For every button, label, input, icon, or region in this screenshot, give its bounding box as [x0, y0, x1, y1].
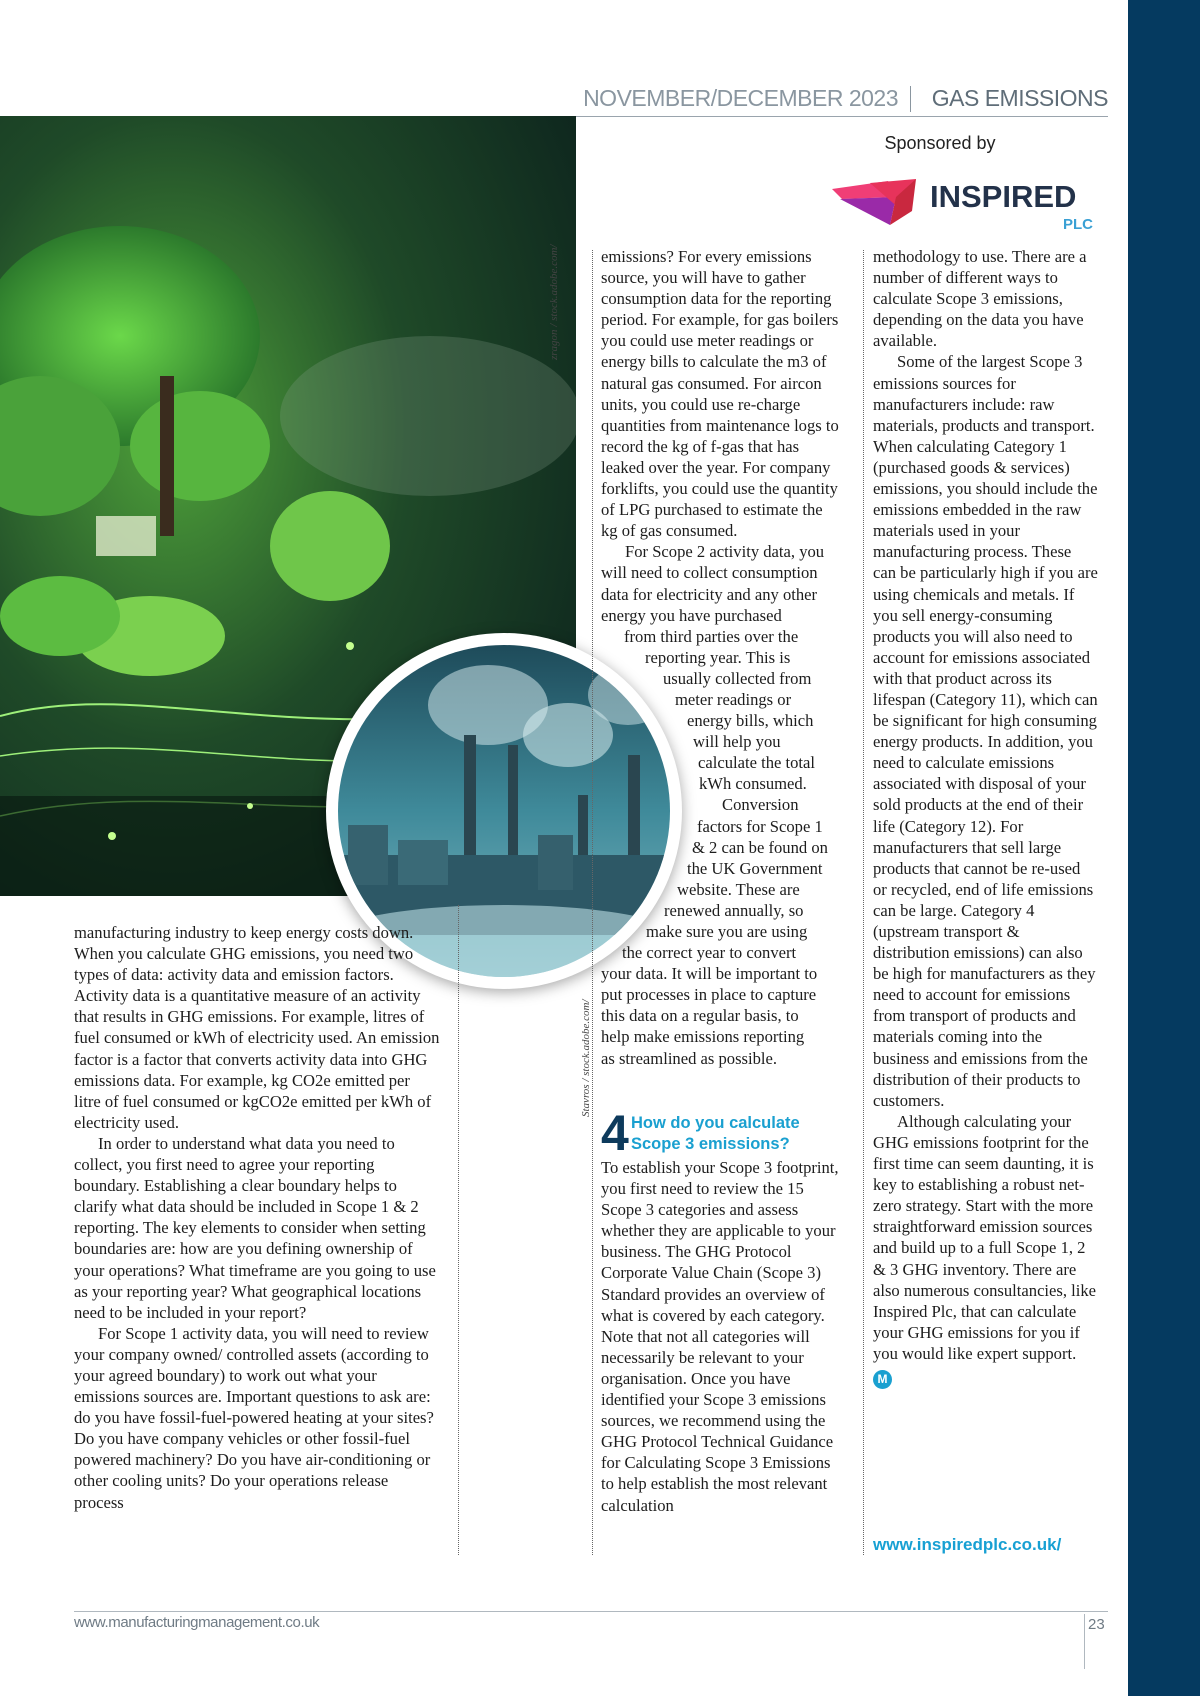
text-line: usually collected from	[663, 668, 812, 688]
photo-credit-2: Stavros / stock.adobe.com/	[580, 999, 592, 1117]
paragraph: manufacturing industry to keep energy costs down. When you calculate GHG emissions, you need two types of data: activity data and emission factors. Activity data is a quantitative measure of an activity that results in GHG emissions. For example, litres of fuel consumed or kWh of electricity used. An emission factor is a factor that converts activity data into GHG emissions data. For example, kg CO2e emitted per litre of fuel consumed or kgCO2e emitted per kWh of electricity used.	[74, 923, 440, 1132]
text-line: kWh consumed.	[699, 774, 807, 794]
text-line: will help you	[693, 732, 781, 752]
paragraph: methodology to use. There are a number of different ways to calculate Scope 3 emissions, depending on the data you have available.	[873, 247, 1087, 351]
paragraph: To establish your Scope 3 footprint, you first need to review the 15 Scope 3 categories and assess whether they are applicable to your business. The GHG Protocol Corporate Value Chain (Scope 3) Standard provides an overview of what is covered by each category. Note that not all categories will necessarily be relevant to your organisation. Once you have identified your Scope 3 emissions sources, we recommend using the GHG Protocol Technical Guidance for Calculating Scope 3 Emissions to help establish the most relevant calculation	[601, 1158, 839, 1515]
footer-rule	[74, 1611, 1108, 1612]
text-line: make sure you are using	[646, 922, 808, 941]
text-line: & 2 can be found on	[692, 837, 828, 857]
article-column-2-continued	[601, 1157, 843, 1516]
page-header	[0, 84, 1108, 117]
paragraph: In order to understand what data you need to collect, you first need to agree your reporting boundary. Establishing a clear boundary helps to clarify what data should be included in Scope 1 & 2 reporting. The key elements to consider when setting boundaries are: how are you defining ownership of your operations? What timeframe are you going to use as your reporting year? What geographical locations need to be included in your report?	[74, 1133, 436, 1322]
right-color-band	[1128, 0, 1200, 1696]
footer-website: www.manufacturingmanagement.co.uk	[74, 1614, 320, 1631]
text-line: factors for Scope 1	[697, 816, 823, 836]
paragraph: For Scope 1 activity data, you will need to review your company owned/ controlled assets (according to your agreed boundary) to work out what your emissions sources are. Important questions to ask are: do you have fossil-fuel-powered heating at your sites? Do you have company vehicles or other fossil-fuel powered machinery? Do you have air-conditioning or other cooling units? Do your operations release process	[74, 1323, 434, 1512]
inspired-plc-logo	[830, 175, 1110, 235]
text-line: renewed annually, so	[664, 900, 804, 920]
text-line: website. These are	[677, 879, 800, 899]
closing-text: Although calculating your GHG emissions footprint for the first time can seem daunting, it is key to establishing a robust net-zero strategy. Start with the more straightforward emission sources and build up to a full Scope 1, 2 & 3 GHG inventory. There are also numerous consultancies, like Inspired Plc, that can calculate your GHG emissions for you if you would like expert support.	[873, 1111, 1097, 1363]
text-line: put processes in place to capture	[601, 985, 817, 1005]
text-line: as streamlined as possible.	[601, 1048, 778, 1068]
column-rule-2	[592, 250, 593, 1555]
text-line: calculate the total	[698, 753, 816, 773]
text-line: energy you have purchased	[601, 605, 782, 625]
section-title: GAS EMISSIONS	[931, 85, 1108, 111]
svg-text:INSPIRED: INSPIRED	[930, 179, 1077, 214]
text-line: meter readings or	[675, 689, 792, 709]
footer-divider	[1084, 1614, 1085, 1669]
article-column-3	[873, 246, 1098, 1389]
column-rule-1	[458, 905, 459, 1555]
article-column-1	[74, 922, 440, 1513]
text-line: the UK Government	[687, 858, 823, 878]
header-divider	[910, 86, 911, 112]
paragraph: Some of the largest Scope 3 emissions sources for manufacturers include: raw materials, products and transport. When calculating Category 1 (purchased goods & services) emissions, you should include the emissions embedded in the raw materials used in your manufacturing process. These can be particularly high if you are using chemicals and metals. If you sell energy-consuming products you will also need to account for emissions associated with that product across its lifespan (Category 11), which can be significant for high consuming energy products. In addition, you need to calculate emissions associated with disposal of your sold products at the end of their life (Category 12). For manufacturers that sell large products that cannot be re-used or recycled, end of life emissions can be large. Category 4 (upstream transport & distribution emissions) can also be high for manufacturers as they need to account for emissions from transport of products and materials coming into the business and emissions from the distribution of their products to customers.	[873, 352, 1098, 1110]
text-line: this data on a regular basis, to	[601, 1006, 799, 1026]
paragraph	[873, 1111, 1098, 1389]
end-of-article-icon: M	[873, 1370, 892, 1389]
issue-date: NOVEMBER/DECEMBER 2023	[583, 85, 898, 111]
text-line: the correct year to convert	[622, 943, 797, 963]
article-column-2	[601, 246, 843, 1069]
svg-text:PLC: PLC	[1063, 216, 1093, 233]
text-line: For Scope 2 activity data, you	[625, 542, 825, 562]
text-line: energy bills, which	[687, 711, 814, 731]
photo-credit-1: zragon / stock.adobe.com/	[548, 244, 560, 360]
wrapped-paragraph	[601, 541, 843, 1068]
page-number: 23	[1088, 1616, 1105, 1633]
text-line: your data. It will be important to	[601, 964, 818, 984]
heading-number: 4	[601, 1105, 629, 1161]
text-line: data for electricity and any other	[601, 584, 818, 604]
text-line: from third parties over the	[624, 626, 799, 646]
text-line: Conversion	[722, 795, 799, 815]
sponsored-by-label: Sponsored by	[884, 133, 996, 153]
text-line: reporting year. This is	[645, 647, 791, 667]
heading-text: How do you calculate Scope 3 emissions?	[631, 1114, 800, 1153]
column-rule-3	[863, 250, 864, 1555]
paragraph: emissions? For every emissions source, you will have to gather consumption data for the reporting period. For example, for gas boilers you could use meter readings or energy bills to calculate the m3 of natural gas consumed. For aircon units, you could use re-charge quantities from maintenance logs to record the kg of f-gas that has leaked over the year. For company forklifts, you could use the quantity of LPG purchased to estimate the kg of gas consumed.	[601, 247, 839, 541]
text-line: help make emissions reporting	[601, 1027, 805, 1047]
text-line: will need to collect consumption	[601, 563, 818, 583]
section-heading-4	[601, 1105, 841, 1161]
sponsor-website-link[interactable]: www.inspiredplc.co.uk/	[873, 1535, 1062, 1554]
